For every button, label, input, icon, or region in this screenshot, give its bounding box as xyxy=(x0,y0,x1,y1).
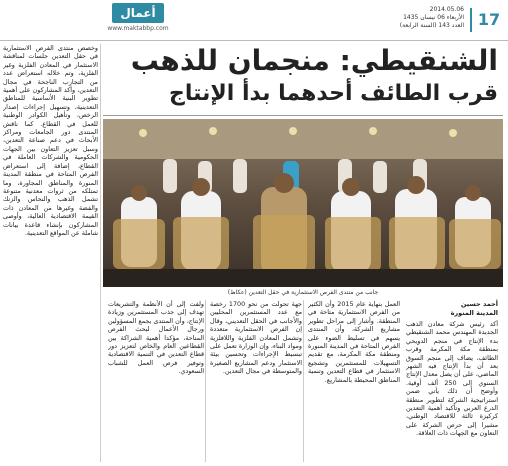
article-headline: الشنقيطي: منجمان للذهب xyxy=(130,44,498,77)
article-dateline: المدينة المنورة xyxy=(450,309,498,317)
column-divider xyxy=(303,300,304,462)
issue-hijri-date: الأربعاء 06 نيسان 1435 xyxy=(403,14,464,21)
article-column-2: العمل بنهاية عام 2015 وأن الكثير من الفرص الاستثمارية متاحة في المنطقة. وأشار إلى مراحل تطوير مشاريع الشركة، وأن المنتدى يسهم في تسليط الضوء على الفرص المتاحة في المدينة المنورة ومنطقة مكة المكرمة، مع تقديم التسهيلات للمستثمرين وتشجيع الاستثمار في قطاع التعدين وتنمية المناطق المحيطة بالمشاريع. xyxy=(308,300,400,384)
article-byline: أحمد حسين xyxy=(460,300,498,308)
issue-number: العدد 143 (السنة الرابعة) xyxy=(399,22,464,29)
article-column-3: جهة تحولت من نحو 1700 رخصة مع عدد المستثمرين المحليين والأجانب في الحقل التعديني، وقال إن الفرص الاستثمارية متعددة وتشمل المعادن الفلزية واللافلزية ومواد البناء، وإن الوزارة تعمل على تبسيط الإجراءات وتحسين بيئة الاستثمار ودعم المشاريع الصغيرة والمتوسطة في مجال التعدين. xyxy=(210,300,302,376)
masthead xyxy=(0,0,508,41)
issue-date: 2014.05.06 xyxy=(429,6,464,13)
issue-meta xyxy=(374,6,464,30)
article-photo xyxy=(103,119,503,287)
meeting-photo-illustration xyxy=(103,119,503,287)
site-url: www.maktabbp.com xyxy=(107,25,169,32)
article-column-1: أكد رئيس شركة معادن الذهب الجديدة المهندس محمد الشنقيطي بدء الإنتاج في منجم الدويحي بمنطقة مكة المكرمة وقرب الطائف، يضاف إلى منجم السوق بعد أن بدأ الإنتاج فيه الشهر الماضي، على أن يصل معدل الإنتاج السنوي إلى 250 ألف أوقية. وأوضح أن ذلك يأتي ضمن استراتيجية الشركة لتطوير منطقة الدرع العربي وتأكيد أهمية التعدين كركيزة ثالثة للاقتصاد الوطني، مشيرا إلى حرص الشركة على التعاون مع الجهات ذات العلاقة. xyxy=(406,320,498,438)
article-subheadline: قرب الطائف أحدهما بدأ الإنتاج xyxy=(169,81,498,106)
column-divider xyxy=(100,44,101,462)
column-divider xyxy=(205,300,206,462)
article-column-4: ولفت إلى أن الأنظمة والتشريعات تهدف إلى جذب المستثمرين وزيادة الإنتاج، وأن المنتدى يجمع المسؤولين ورجال الأعمال لبحث الفرص المتاحة، مؤكدا أهمية الشراكة بين القطاعين العام والخاص لتعزيز دور قطاع التعدين في التنمية الاقتصادية وتوفير فرص العمل للشباب السعودي. xyxy=(108,300,204,376)
left-side-column: وخصص منتدى الفرص الاستثمارية في حقل التعدين جلسات لمناقشة الاستثمار في المعادن الفلزية وغير الفلزية، وتم خلاله استعراض عدد من التجارب الناجحة في مجال التعدين، وأكد المشاركون على أهمية تطوير البنية الأساسية للمناطق التعدينية، وتسهيل إجراءات إصدار الرخص، وتأهيل الكوادر الوطنية للعمل في القطاع. كما ناقش المنتدى دور الجامعات ومراكز الأبحاث في دعم صناعة التعدين، وسبل تعزيز التعاون بين الجهات الحكومية والشركات العاملة في القطاع، إضافة إلى استعراض الفرص المتاحة في منطقة المدينة المنورة والمناطق المجاورة، وما تمتلكه من ثروات معدنية متنوعة تشمل الذهب والنحاس والزنك والفضة وغيرها من المعادن ذات القيمة الاقتصادية العالية، وأوصى المشاركون بإنشاء قاعدة بيانات شاملة عن المواقع التعدينية. xyxy=(3,44,98,237)
headline-divider xyxy=(103,115,503,116)
page-number: 17 xyxy=(470,8,506,32)
photo-caption: جانب من منتدى الفرص الاستثمارية في حقل التعدين (عكاظ) xyxy=(227,289,379,296)
brand-logo: أعمال xyxy=(112,3,164,23)
